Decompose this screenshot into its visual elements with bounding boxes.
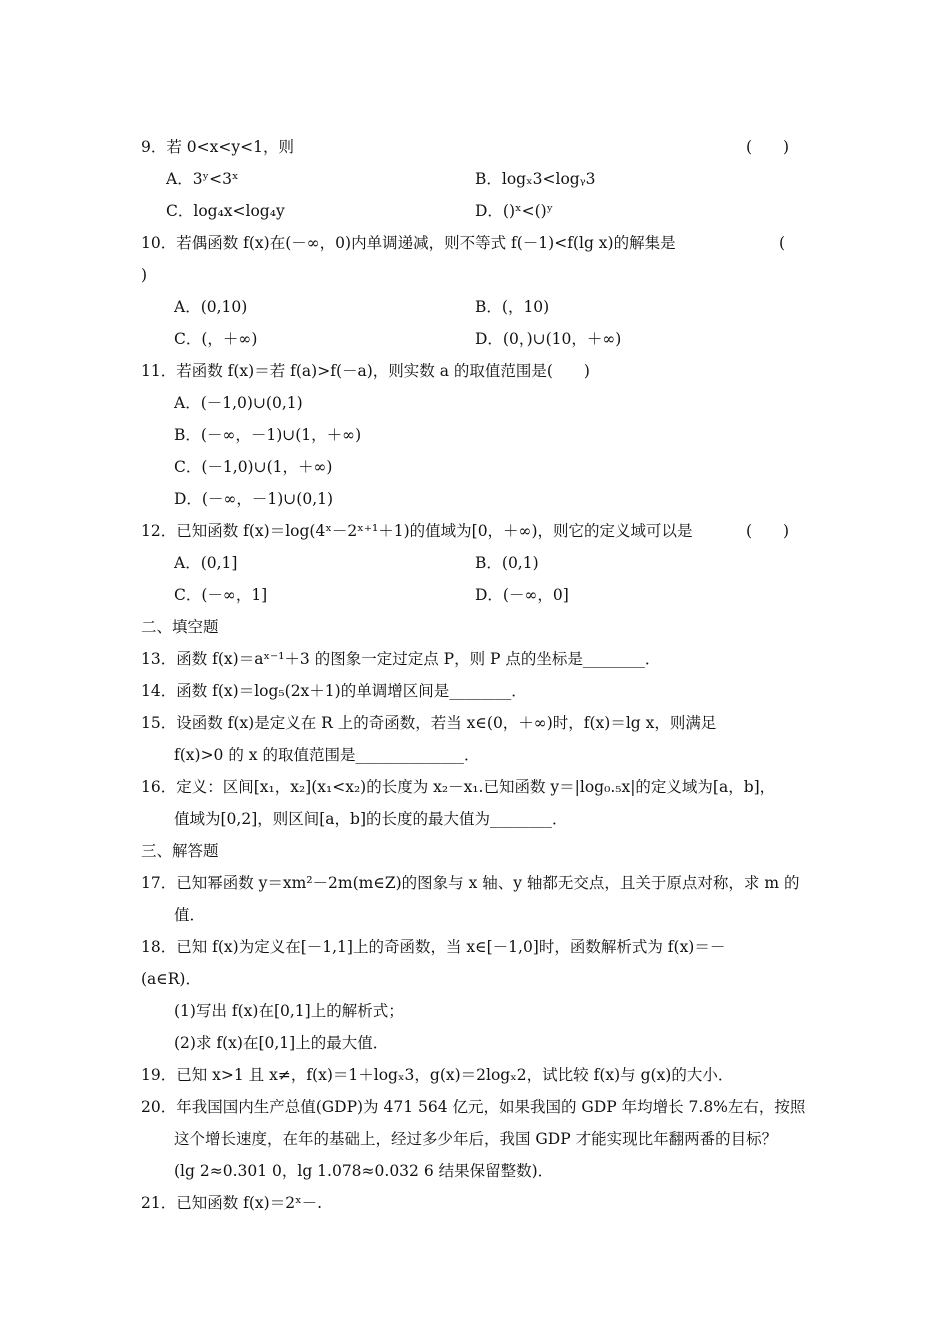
question-20-line-3: (lg 2≈0.301 0，lg 1.078≈0.032 6 结果保留整数)． bbox=[174, 1162, 554, 1180]
question-12-option-a: A．(0,1] bbox=[174, 554, 238, 572]
question-10-option-d: D．(0，)∪(10，＋∞) bbox=[475, 330, 622, 348]
question-11-option-b: B．(－∞，－1)∪(1，＋∞) bbox=[174, 426, 362, 444]
question-12-answer-paren: ( ) bbox=[746, 522, 790, 540]
question-16-line-1: 16．定义：区间[x₁，x₂](x₁<x₂)的长度为 x₂－x₁.已知函数 y＝|log₀.₅x|的定义域为[a，b]， bbox=[141, 778, 776, 796]
question-9-stem: 9．若 0<x<y<1，则 bbox=[141, 138, 294, 156]
question-9-option-b: B．logₓ3<logᵧ3 bbox=[475, 170, 596, 188]
question-13: 13．函数 f(x)＝aˣ⁻¹＋3 的图象一定过定点 P，则 P 点的坐标是________． bbox=[141, 650, 661, 668]
question-9-option-d: D．()ˣ<()ʸ bbox=[475, 202, 554, 220]
question-12-stem: 12．已知函数 f(x)＝log(4ˣ－2ˣ⁺¹＋1)的值域为[0，＋∞)，则它的定义域可以是 bbox=[141, 522, 693, 540]
question-10-option-a: A．(0,10) bbox=[174, 298, 248, 316]
question-9-option-c: C．log₄x<log₄y bbox=[166, 202, 285, 220]
question-18-part-1: (1)写出 f(x)在[0,1]上的解析式； bbox=[174, 1002, 404, 1020]
question-21: 21．已知函数 f(x)＝2ˣ－. bbox=[141, 1194, 323, 1212]
question-16-line-2: 值域为[0,2]，则区间[a，b]的长度的最大值为________． bbox=[174, 810, 568, 828]
question-9-answer-paren: ( ) bbox=[746, 138, 790, 156]
question-17-line-1: 17．已知幂函数 y＝xm²－2m(m∈Z)的图象与 x 轴、y 轴都无交点，且关于原点对称，求 m 的 bbox=[141, 874, 800, 892]
question-17-line-2: 值． bbox=[174, 906, 206, 924]
question-12-option-d: D．(－∞，0] bbox=[475, 586, 569, 604]
question-10-option-b: B．(，10) bbox=[475, 298, 550, 316]
question-12-option-b: B．(0,1) bbox=[475, 554, 539, 572]
question-10-paren-close: ) bbox=[141, 266, 148, 284]
question-18-part-2: (2)求 f(x)在[0,1]上的最大值． bbox=[174, 1034, 389, 1052]
question-20-line-1: 20．年我国国内生产总值(GDP)为 471 564 亿元，如果我国的 GDP 年均增长 7.8%左右，按照 bbox=[141, 1098, 806, 1116]
question-10-stem: 10．若偶函数 f(x)在(－∞，0)内单调递减，则不等式 f(－1)<f(lg x)的解集是 bbox=[141, 234, 676, 252]
question-10-paren-open: ( bbox=[779, 234, 786, 252]
section-fill-in-blank-heading: 二、填空题 bbox=[141, 618, 219, 636]
question-19: 19．已知 x>1 且 x≠，f(x)＝1＋logₓ3，g(x)＝2logₓ2，试比较 f(x)与 g(x)的大小． bbox=[141, 1066, 734, 1084]
question-11-option-d: D．(－∞，－1)∪(0,1) bbox=[174, 490, 334, 508]
section-solution-heading: 三、解答题 bbox=[141, 842, 219, 860]
question-15-line-1: 15．设函数 f(x)是定义在 R 上的奇函数，若当 x∈(0，＋∞)时，f(x)＝lg x，则满足 bbox=[141, 714, 717, 732]
question-11-stem: 11．若函数 f(x)＝若 f(a)>f(－a)，则实数 a 的取值范围是( ) bbox=[141, 362, 590, 380]
question-14: 14．函数 f(x)＝log₅(2x＋1)的单调增区间是________． bbox=[141, 682, 527, 700]
question-18-line-2: (a∈R)． bbox=[141, 970, 201, 988]
question-9-option-a: A．3ʸ<3ˣ bbox=[166, 170, 239, 188]
question-18-line-1: 18．已知 f(x)为定义在[－1,1]上的奇函数，当 x∈[－1,0]时，函数解析式为 f(x)＝－ bbox=[141, 938, 726, 956]
question-10-option-c: C．(，＋∞) bbox=[174, 330, 258, 348]
question-11-option-c: C．(－1,0)∪(1，＋∞) bbox=[174, 458, 333, 476]
question-15-line-2: f(x)>0 的 x 的取值范围是______________． bbox=[174, 746, 480, 764]
question-11-option-a: A．(－1,0)∪(0,1) bbox=[174, 394, 303, 412]
question-12-option-c: C．(－∞，1] bbox=[174, 586, 268, 604]
question-20-line-2: 这个增长速度，在年的基础上，经过多少年后，我国 GDP 才能实现比年翻两番的目标？ bbox=[174, 1130, 778, 1148]
